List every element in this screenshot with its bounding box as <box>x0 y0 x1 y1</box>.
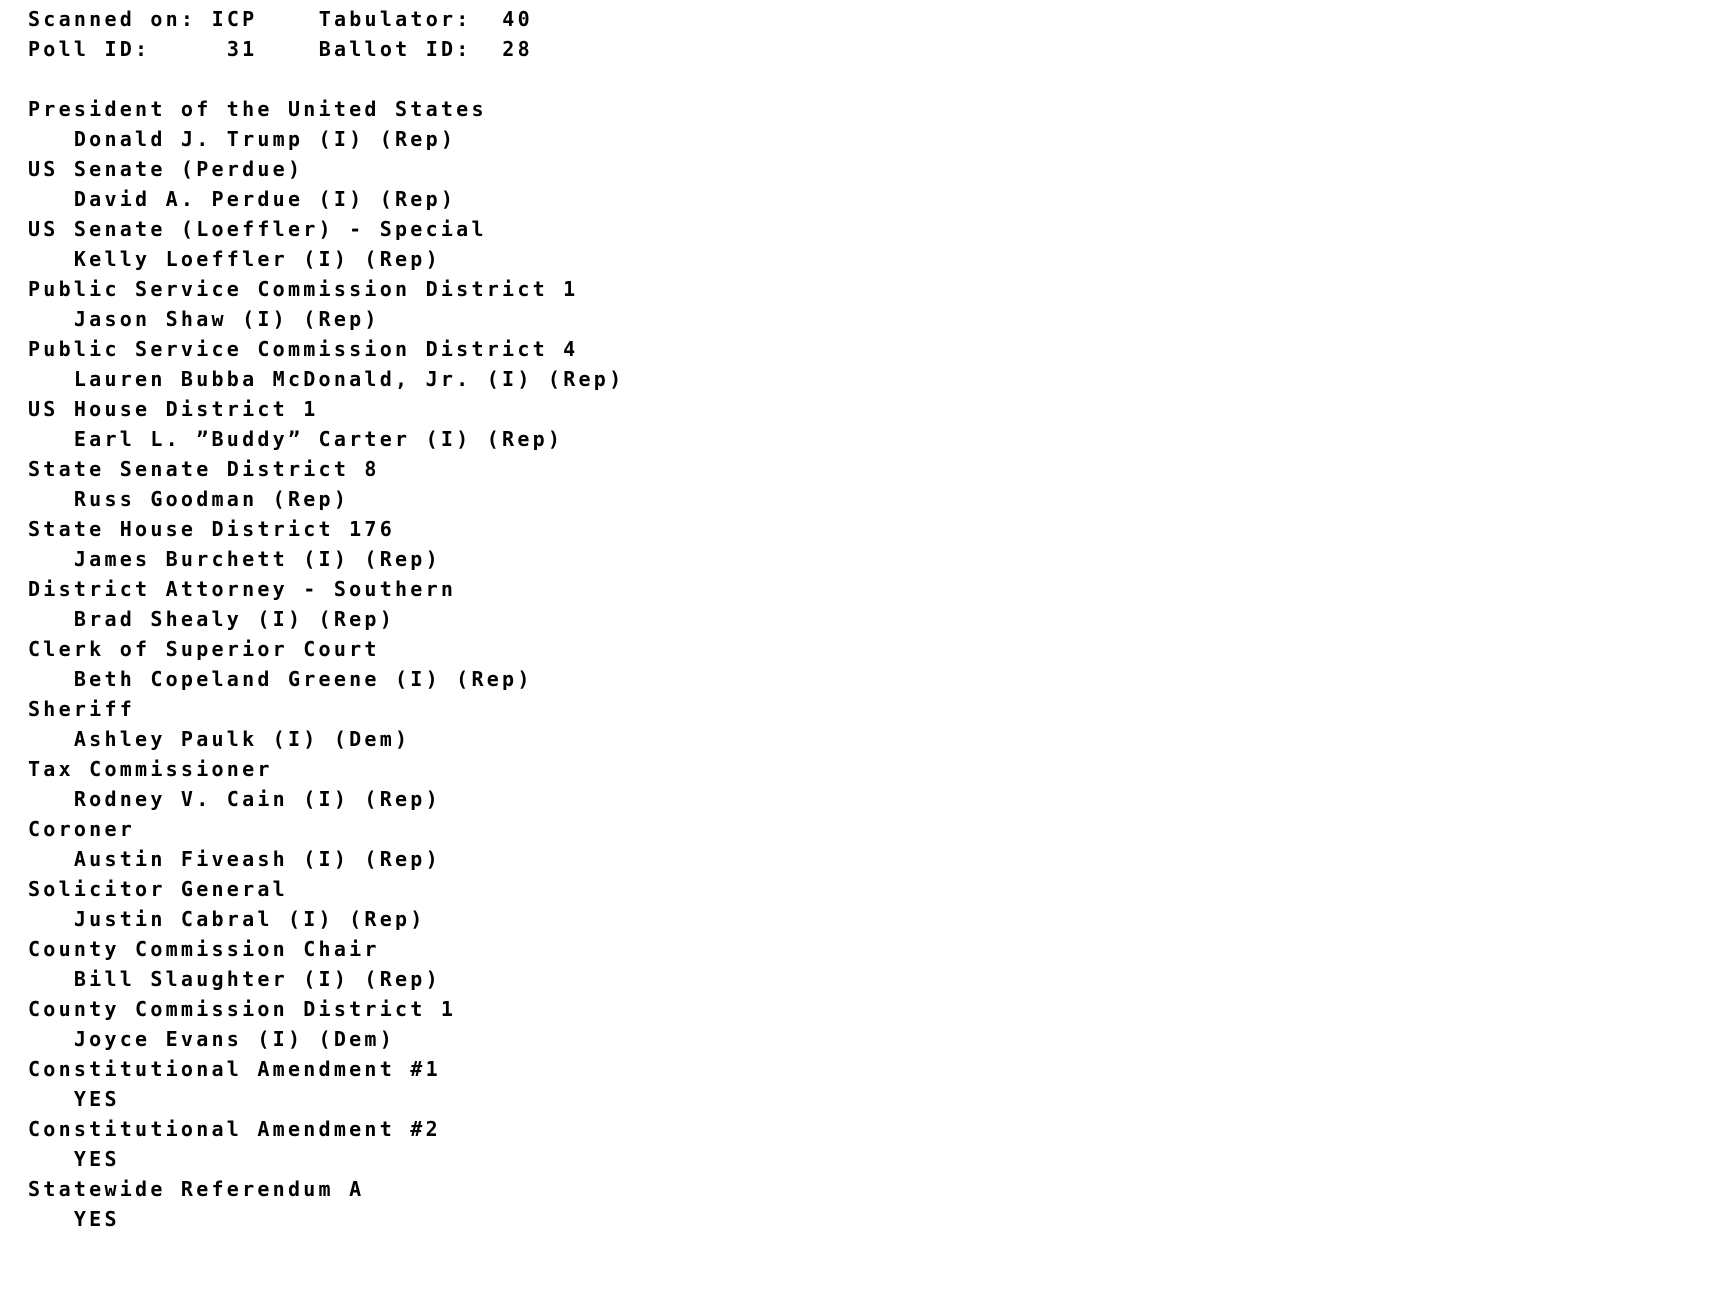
blank-line <box>28 64 1728 94</box>
contest-title: President of the United States <box>28 97 487 121</box>
contest-selection: YES <box>73 1207 120 1231</box>
contest-title: Clerk of Superior Court <box>28 637 380 661</box>
contest-selection: YES <box>73 1147 120 1171</box>
contest-selection: Beth Copeland Greene (I) (Rep) <box>73 667 533 691</box>
contest-selection: Kelly Loeffler (I) (Rep) <box>73 247 441 271</box>
contest-title: Tax Commissioner <box>28 757 273 781</box>
contest-title: State House District 176 <box>28 517 395 541</box>
scanned-on-label: Scanned on: <box>28 7 197 31</box>
contest-title: Sheriff <box>28 697 136 721</box>
poll-id-value: 31 <box>226 37 258 61</box>
ballot-receipt <box>28 4 1728 1234</box>
contest-selection: Russ Goodman (Rep) <box>73 487 350 511</box>
scanned-on-value: ICP <box>211 7 258 31</box>
tabulator-label: Tabulator: <box>318 7 472 31</box>
contest-selection: YES <box>73 1087 120 1111</box>
contest-title: Coroner <box>28 817 136 841</box>
contest-title: Constitutional Amendment #1 <box>28 1057 441 1081</box>
contest-title: District Attorney - Southern <box>28 577 457 601</box>
contest-entry <box>28 634 1728 664</box>
contest-title: US Senate (Perdue) <box>28 157 304 181</box>
contest-title: County Commission District 1 <box>28 997 457 1021</box>
contest-entry <box>28 994 1728 1024</box>
contest-entry <box>28 394 1728 424</box>
contest-entry <box>28 1114 1728 1144</box>
contest-selection: James Burchett (I) (Rep) <box>73 547 441 571</box>
ballot-id-label: Ballot ID: <box>318 37 472 61</box>
contest-entry <box>28 694 1728 724</box>
contest-title: Solicitor General <box>28 877 288 901</box>
contest-entry <box>28 574 1728 604</box>
poll-info-line <box>28 34 1728 64</box>
ballot-id-value: 28 <box>502 37 533 61</box>
contest-title: US House District 1 <box>28 397 319 421</box>
contest-entry <box>28 1174 1728 1204</box>
contest-entry <box>28 754 1728 784</box>
contest-entry <box>28 874 1728 904</box>
contest-title: Public Service Commission District 4 <box>28 337 579 361</box>
contest-selection: Austin Fiveash (I) (Rep) <box>73 847 441 871</box>
contest-entry <box>28 334 1728 364</box>
contest-title: State Senate District 8 <box>28 457 380 481</box>
contest-entry <box>28 274 1728 304</box>
contest-selection: Justin Cabral (I) (Rep) <box>73 907 426 931</box>
scanner-info-line <box>28 4 1728 34</box>
contest-selection: Rodney V. Cain (I) (Rep) <box>73 787 441 811</box>
contest-selection: Ashley Paulk (I) (Dem) <box>73 727 411 751</box>
contest-entry <box>28 1054 1728 1084</box>
contest-entry <box>28 934 1728 964</box>
poll-id-label: Poll ID: <box>28 37 151 61</box>
contest-title: US Senate (Loeffler) - Special <box>28 217 487 241</box>
contest-selection: Joyce Evans (I) (Dem) <box>73 1027 396 1051</box>
contest-entry <box>28 154 1728 184</box>
contest-entry <box>28 94 1728 124</box>
contest-selection: Jason Shaw (I) (Rep) <box>73 307 380 331</box>
contest-selection: Donald J. Trump (I) (Rep) <box>73 127 457 151</box>
contest-title: County Commission Chair <box>28 937 380 961</box>
contest-selection: Brad Shealy (I) (Rep) <box>73 607 396 631</box>
contest-entry <box>28 514 1728 544</box>
contest-selection: Bill Slaughter (I) (Rep) <box>73 967 441 991</box>
contest-entry <box>28 454 1728 484</box>
contest-title: Public Service Commission District 1 <box>28 277 579 301</box>
contest-selection: David A. Perdue (I) (Rep) <box>73 187 457 211</box>
contest-entry <box>28 214 1728 244</box>
contest-title: Constitutional Amendment #2 <box>28 1117 441 1141</box>
contest-selection: Lauren Bubba McDonald, Jr. (I) (Rep) <box>73 367 625 391</box>
contest-entry <box>28 814 1728 844</box>
contest-title: Statewide Referendum A <box>28 1177 365 1201</box>
contest-selection: Earl L. ”Buddy” Carter (I) (Rep) <box>73 427 564 451</box>
tabulator-value: 40 <box>502 7 533 31</box>
